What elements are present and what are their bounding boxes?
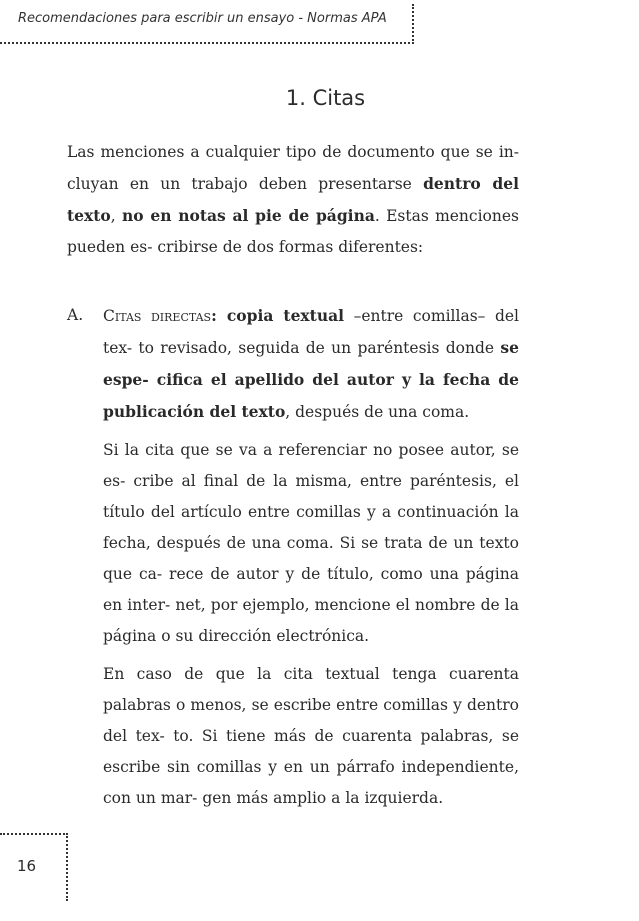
running-header [0, 4, 414, 44]
intro-text-2: , [110, 207, 122, 225]
item-a-text-3: , después de una coma. [285, 403, 470, 421]
item-a-paragraph-3: En caso de que la cita textual tenga cuarenta palabras o menos, se escribe entre comillas y dentro del tex- to. Si tiene más de cuarenta palabras, se escribe sin comillas y en un párrafo independiente, con un mar- gen más amplio a la izquierda. [103, 665, 519, 807]
item-a-paragraph-2: Si la cita que se va a referenciar no posee autor, se es- cribe al final de la misma, entre paréntesis, el título del artículo entre comillas y a continuación la fecha, después de una coma. Si se trata de un texto que ca- rece de autor y de título, como una página en inter- net, por ejemplo, mencione el nombre de la página o su dirección electrónica. [103, 441, 519, 645]
page-number-box [0, 833, 68, 901]
running-header-title: Recomendaciones para escribir un ensayo - Normas APA [18, 11, 387, 26]
intro-bold-1: dentro del texto [67, 174, 519, 225]
item-a-paragraph-1 [103, 300, 519, 428]
item-a-bold-2: se espe- cifica el apellido del autor y la fecha de publicación del texto [103, 338, 519, 421]
list-item-letter: A. [67, 306, 84, 324]
item-a-bold-1: copia textual [226, 306, 345, 325]
item-a-colon: : [211, 306, 227, 325]
page-number: 16 [17, 857, 37, 875]
section-title: 1. Citas [285, 86, 366, 110]
intro-paragraph [67, 137, 519, 263]
item-a-term: Citas directas [103, 307, 212, 325]
list-item-a [67, 300, 519, 814]
list-item-body [103, 300, 519, 814]
intro-text-3: . Estas menciones pueden es- cribirse de dos formas diferentes: [67, 207, 519, 256]
intro-text-1: Las menciones a cualquier tipo de documento que se in- cluyan en un trabajo deben presentarse [67, 143, 519, 193]
intro-bold-2: no en notas al pie de página [121, 206, 375, 225]
item-a-text-2: –entre comillas– del tex- to revisado, seguida de un paréntesis donde [103, 307, 519, 357]
